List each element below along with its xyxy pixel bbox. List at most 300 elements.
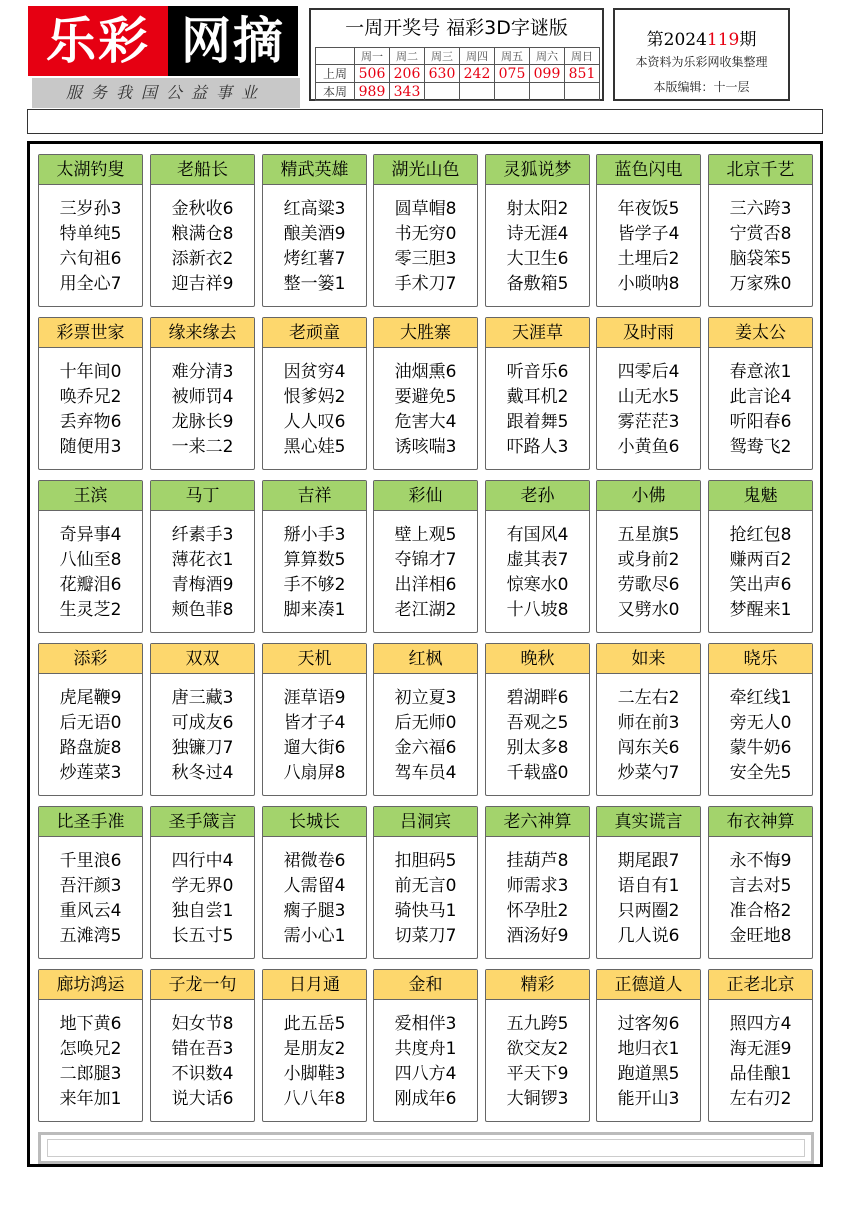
riddle-line: 炒莲菜3	[59, 763, 122, 783]
this-week-label: 本周	[316, 83, 355, 101]
riddle-line: 危害大4	[394, 412, 457, 432]
riddle-line: 或身前2	[617, 550, 680, 570]
riddle-line: 碧湖畔6	[506, 688, 569, 708]
riddle-line: 书无穷0	[394, 224, 457, 244]
riddle-line: 射太阳2	[506, 199, 569, 219]
riddle-line: 语自有1	[617, 876, 680, 896]
site-logo	[28, 6, 298, 102]
riddle-line: 唤乔兄2	[59, 387, 122, 407]
riddle-lines	[709, 674, 812, 786]
riddle-lines	[374, 185, 477, 297]
riddle-lines	[39, 185, 142, 297]
riddle-line: 千里浪6	[59, 851, 122, 871]
riddle-line: 有国风4	[506, 525, 569, 545]
draw-number: 075	[495, 65, 530, 83]
riddle-lines	[151, 185, 254, 297]
riddle-lines	[597, 674, 700, 786]
riddle-line: 皆学子4	[617, 224, 680, 244]
issue-suffix: 期	[739, 30, 757, 50]
riddle-line: 地下黄6	[59, 1014, 122, 1034]
riddle-line: 五星旗5	[617, 525, 680, 545]
riddle-line: 怎唤兄2	[59, 1039, 122, 1059]
riddle-author: 圣手箴言	[151, 807, 254, 837]
riddle-lines	[374, 348, 477, 460]
riddle-line: 酿美酒9	[283, 224, 346, 244]
riddle-lines	[39, 511, 142, 623]
riddle-line: 是朋友2	[283, 1039, 346, 1059]
riddle-line: 永不悔9	[729, 851, 792, 871]
draw-number	[460, 83, 495, 101]
riddle-line: 小黄鱼6	[617, 437, 680, 457]
riddle-line: 生灵芝2	[59, 600, 122, 620]
riddle-card	[150, 480, 255, 633]
notice-bar	[27, 109, 823, 134]
riddle-author: 比圣手准	[39, 807, 142, 837]
riddle-line: 随便用3	[59, 437, 122, 457]
riddle-author: 红枫	[374, 644, 477, 674]
riddle-card	[38, 643, 143, 796]
riddle-line: 虎尾鞭9	[59, 688, 122, 708]
riddle-line: 独自尝1	[171, 901, 234, 921]
riddle-author: 晓乐	[709, 644, 812, 674]
riddle-line: 骑快马1	[394, 901, 457, 921]
riddle-line: 人人叹6	[283, 412, 346, 432]
riddle-author: 姜太公	[709, 318, 812, 348]
riddle-card	[38, 317, 143, 470]
draw-days-row	[316, 48, 600, 65]
draw-number: 206	[390, 65, 425, 83]
riddle-line: 此言论4	[729, 387, 792, 407]
riddle-lines	[39, 348, 142, 460]
riddle-author: 湖光山色	[374, 155, 477, 185]
issue-prefix: 第2024	[646, 30, 707, 50]
draw-table	[315, 47, 600, 101]
draw-corner-cell	[316, 48, 355, 65]
riddle-line: 山无水5	[617, 387, 680, 407]
riddle-author: 小佛	[597, 481, 700, 511]
riddle-line: 难分清3	[171, 362, 234, 382]
riddle-line: 扣胆码5	[394, 851, 457, 871]
riddle-lines	[151, 1000, 254, 1112]
riddle-line: 宁赏否8	[729, 224, 792, 244]
riddle-line: 手不够2	[283, 575, 346, 595]
draw-number: 099	[530, 65, 565, 83]
riddle-line: 师在前3	[617, 713, 680, 733]
draw-number	[530, 83, 565, 101]
this-week-row	[316, 83, 600, 101]
riddle-line: 挂葫芦8	[506, 851, 569, 871]
riddle-row	[38, 806, 818, 969]
draw-number: 506	[355, 65, 390, 83]
riddle-line: 添新衣2	[171, 249, 234, 269]
riddle-author: 晚秋	[486, 644, 589, 674]
riddle-author: 如来	[597, 644, 700, 674]
riddle-line: 初立夏3	[394, 688, 457, 708]
day-label: 周五	[495, 48, 530, 65]
riddle-card	[150, 643, 255, 796]
riddle-author: 鬼魅	[709, 481, 812, 511]
bottom-bar	[38, 1132, 814, 1164]
riddle-line: 刚成年6	[394, 1089, 457, 1109]
riddle-line: 人需留4	[283, 876, 346, 896]
riddle-author: 正德道人	[597, 970, 700, 1000]
riddle-line: 十年间0	[59, 362, 122, 382]
riddle-line: 大铜锣3	[506, 1089, 569, 1109]
riddle-line: 只两圈2	[617, 901, 680, 921]
riddle-line: 抢红包8	[729, 525, 792, 545]
riddle-lines	[151, 837, 254, 949]
riddle-line: 又劈水0	[617, 600, 680, 620]
riddle-line: 三岁孙3	[59, 199, 122, 219]
riddle-lines	[39, 837, 142, 949]
riddle-lines	[486, 185, 589, 297]
riddle-author: 精彩	[486, 970, 589, 1000]
riddle-card	[485, 480, 590, 633]
riddle-lines	[597, 1000, 700, 1112]
riddle-line: 安全先5	[729, 763, 792, 783]
riddle-line: 备敷箱5	[506, 274, 569, 294]
riddle-line: 十八坡8	[506, 600, 569, 620]
riddle-line: 掰小手3	[283, 525, 346, 545]
riddle-lines	[263, 837, 366, 949]
riddle-lines	[709, 185, 812, 297]
riddle-card	[708, 154, 813, 307]
riddle-author: 天涯草	[486, 318, 589, 348]
riddle-card	[38, 154, 143, 307]
riddle-line: 千载盛0	[506, 763, 569, 783]
riddle-author: 老顽童	[263, 318, 366, 348]
riddle-author: 精武英雄	[263, 155, 366, 185]
day-label: 周四	[460, 48, 495, 65]
riddle-card	[485, 806, 590, 959]
riddle-line: 大卫生6	[506, 249, 569, 269]
riddle-card	[708, 969, 813, 1122]
last-week-row	[316, 65, 600, 83]
riddle-card	[485, 154, 590, 307]
riddle-line: 出洋相6	[394, 575, 457, 595]
riddle-line: 烤红薯7	[283, 249, 346, 269]
day-label: 周一	[355, 48, 390, 65]
riddle-line: 吾观之5	[506, 713, 569, 733]
riddle-author: 吉祥	[263, 481, 366, 511]
riddle-card	[373, 317, 478, 470]
riddle-line: 戴耳机2	[506, 387, 569, 407]
riddle-line: 不识数4	[171, 1064, 234, 1084]
source-note: 本资料为乐彩网收集整理	[635, 55, 768, 69]
riddle-line: 金六福6	[394, 738, 457, 758]
riddle-line: 跑道黑5	[617, 1064, 680, 1084]
riddle-card	[485, 317, 590, 470]
riddle-line: 路盘旋8	[59, 738, 122, 758]
riddle-line: 壁上观5	[394, 525, 457, 545]
riddle-author: 双双	[151, 644, 254, 674]
riddle-board	[27, 141, 823, 1167]
riddle-lines	[486, 674, 589, 786]
riddle-line: 二郎腿3	[59, 1064, 122, 1084]
riddle-line: 五滩湾5	[59, 926, 122, 946]
riddle-line: 平天下9	[506, 1064, 569, 1084]
weekly-draw-panel	[309, 8, 604, 101]
riddle-line: 丢弃物6	[59, 412, 122, 432]
riddle-line: 吓路人3	[506, 437, 569, 457]
riddle-line: 需小心1	[283, 926, 346, 946]
riddle-row	[38, 643, 818, 806]
riddle-author: 老六神算	[486, 807, 589, 837]
riddle-line: 欲交友2	[506, 1039, 569, 1059]
riddle-card	[262, 317, 367, 470]
riddle-line: 重风云4	[59, 901, 122, 921]
riddle-line: 后无师0	[394, 713, 457, 733]
riddle-line: 瘸子腿3	[283, 901, 346, 921]
riddle-lines	[486, 837, 589, 949]
riddle-line: 后无语0	[59, 713, 122, 733]
riddle-author: 金和	[374, 970, 477, 1000]
riddle-line: 炒菜勺7	[617, 763, 680, 783]
riddle-author: 及时雨	[597, 318, 700, 348]
riddle-line: 错在吾3	[171, 1039, 234, 1059]
logo-text-left: 乐彩	[28, 6, 168, 76]
riddle-line: 左右刃2	[729, 1089, 792, 1109]
riddle-row	[38, 317, 818, 480]
riddle-line: 怀孕肚2	[506, 901, 569, 921]
day-label: 周二	[390, 48, 425, 65]
last-week-label: 上周	[316, 65, 355, 83]
riddle-line: 小脚鞋3	[283, 1064, 346, 1084]
riddle-lines	[486, 511, 589, 623]
riddle-line: 龙脉长9	[171, 412, 234, 432]
riddle-line: 旁无人0	[729, 713, 792, 733]
riddle-row	[38, 480, 818, 643]
draw-number: 343	[390, 83, 425, 101]
riddle-card	[708, 643, 813, 796]
riddle-card	[150, 154, 255, 307]
riddle-author: 彩仙	[374, 481, 477, 511]
riddle-card	[485, 643, 590, 796]
riddle-line: 诗无涯4	[506, 224, 569, 244]
riddle-card	[596, 154, 701, 307]
riddle-author: 廊坊鸿运	[39, 970, 142, 1000]
riddle-line: 前无言0	[394, 876, 457, 896]
riddle-author: 蓝色闪电	[597, 155, 700, 185]
riddle-line: 八仙至8	[59, 550, 122, 570]
riddle-author: 子龙一句	[151, 970, 254, 1000]
riddle-card	[596, 806, 701, 959]
riddle-row	[38, 154, 818, 317]
riddle-line: 花瓣泪6	[59, 575, 122, 595]
logo-text-right: 网摘	[168, 6, 298, 76]
riddle-line: 虚其表7	[506, 550, 569, 570]
riddle-lines	[151, 348, 254, 460]
riddle-line: 被师罚4	[171, 387, 234, 407]
riddle-line: 二左右2	[617, 688, 680, 708]
riddle-card	[373, 806, 478, 959]
riddle-lines	[709, 348, 812, 460]
riddle-line: 颊色菲8	[171, 600, 234, 620]
riddle-line: 准合格2	[729, 901, 792, 921]
riddle-line: 四零后4	[617, 362, 680, 382]
riddle-lines	[374, 837, 477, 949]
riddle-line: 照四方4	[729, 1014, 792, 1034]
draw-number: 630	[425, 65, 460, 83]
riddle-lines	[263, 511, 366, 623]
riddle-line: 脑袋笨5	[729, 249, 792, 269]
slogan: 服务我国公益事业	[32, 78, 300, 108]
riddle-line: 六旬祖6	[59, 249, 122, 269]
riddle-lines	[597, 837, 700, 949]
riddle-line: 劳歌尽6	[617, 575, 680, 595]
riddle-card	[708, 806, 813, 959]
riddle-line: 梦醒来1	[729, 600, 792, 620]
riddle-line: 老江湖2	[394, 600, 457, 620]
riddle-line: 四八方4	[394, 1064, 457, 1084]
riddle-line: 土埋后2	[617, 249, 680, 269]
riddle-line: 惊寒水0	[506, 575, 569, 595]
riddle-card	[38, 480, 143, 633]
riddle-line: 期尾跟7	[617, 851, 680, 871]
riddle-lines	[263, 185, 366, 297]
issue-number	[615, 25, 788, 50]
riddle-card	[373, 643, 478, 796]
riddle-card	[485, 969, 590, 1122]
riddle-line: 过客匆6	[617, 1014, 680, 1034]
riddle-author: 老孙	[486, 481, 589, 511]
riddle-line: 切菜刀7	[394, 926, 457, 946]
riddle-lines	[263, 348, 366, 460]
draw-number	[565, 83, 600, 101]
riddle-line: 算算数5	[283, 550, 346, 570]
riddle-card	[373, 969, 478, 1122]
riddle-author: 正老北京	[709, 970, 812, 1000]
draw-title: 一周开奖号 福彩3D字谜版	[345, 17, 568, 39]
riddle-author: 添彩	[39, 644, 142, 674]
riddle-line: 五九跨5	[506, 1014, 569, 1034]
riddle-card	[262, 154, 367, 307]
riddle-author: 吕洞宾	[374, 807, 477, 837]
riddle-line: 几人说6	[617, 926, 680, 946]
riddle-card	[596, 317, 701, 470]
riddle-lines	[709, 1000, 812, 1112]
riddle-line: 诱咳喘3	[394, 437, 457, 457]
riddle-line: 共度舟1	[394, 1039, 457, 1059]
riddle-line: 可成友6	[171, 713, 234, 733]
riddle-line: 说大话6	[171, 1089, 234, 1109]
riddle-line: 万家殊0	[729, 274, 792, 294]
riddle-line: 纤素手3	[171, 525, 234, 545]
riddle-author: 日月通	[263, 970, 366, 1000]
riddle-lines	[597, 185, 700, 297]
riddle-line: 别太多8	[506, 738, 569, 758]
riddle-line: 酒汤好9	[506, 926, 569, 946]
riddle-line: 四行中4	[171, 851, 234, 871]
riddle-line: 手术刀7	[394, 274, 457, 294]
riddle-line: 特单纯5	[59, 224, 122, 244]
draw-number: 989	[355, 83, 390, 101]
riddle-line: 八扇屏8	[283, 763, 346, 783]
riddle-line: 脚来凑1	[283, 600, 346, 620]
draw-number	[495, 83, 530, 101]
riddle-line: 此五岳5	[283, 1014, 346, 1034]
riddle-line: 夺锦才7	[394, 550, 457, 570]
riddle-author: 老船长	[151, 155, 254, 185]
riddle-line: 小唢呐8	[617, 274, 680, 294]
riddle-author: 马丁	[151, 481, 254, 511]
day-label: 周日	[565, 48, 600, 65]
riddle-card	[262, 806, 367, 959]
riddle-line: 八八年8	[283, 1089, 346, 1109]
day-label: 周六	[530, 48, 565, 65]
riddle-line: 海无涯9	[729, 1039, 792, 1059]
riddle-line: 听阳春6	[729, 412, 792, 432]
editor-note: 本版编辑：十一层	[653, 80, 750, 94]
riddle-author: 灵狐说梦	[486, 155, 589, 185]
riddle-line: 零三胆3	[394, 249, 457, 269]
riddle-line: 遛大街6	[283, 738, 346, 758]
riddle-author: 大胜寨	[374, 318, 477, 348]
riddle-lines	[709, 837, 812, 949]
riddle-line: 跟着舞5	[506, 412, 569, 432]
riddle-line: 奇异事4	[59, 525, 122, 545]
bottom-bar-inner	[47, 1139, 805, 1157]
riddle-line: 要避免5	[394, 387, 457, 407]
riddle-line: 迎吉祥9	[171, 274, 234, 294]
riddle-author: 真实谎言	[597, 807, 700, 837]
riddle-line: 能开山3	[617, 1089, 680, 1109]
riddle-card	[38, 806, 143, 959]
riddle-line: 学无界0	[171, 876, 234, 896]
riddle-line: 秋冬过4	[171, 763, 234, 783]
riddle-card	[373, 480, 478, 633]
riddle-lines	[39, 674, 142, 786]
riddle-card	[38, 969, 143, 1122]
riddle-card	[373, 154, 478, 307]
riddle-line: 春意浓1	[729, 362, 792, 382]
riddle-line: 吾汗颜3	[59, 876, 122, 896]
riddle-line: 年夜饭5	[617, 199, 680, 219]
riddle-line: 鸳鸯飞2	[729, 437, 792, 457]
riddle-line: 独镰刀7	[171, 738, 234, 758]
riddle-line: 涯草语9	[283, 688, 346, 708]
riddle-card	[708, 480, 813, 633]
riddle-line: 雾茫茫3	[617, 412, 680, 432]
riddle-card	[150, 806, 255, 959]
riddle-lines	[374, 1000, 477, 1112]
riddle-lines	[151, 511, 254, 623]
riddle-line: 皆才子4	[283, 713, 346, 733]
riddle-card	[708, 317, 813, 470]
riddle-line: 金秋收6	[171, 199, 234, 219]
riddle-line: 恨爹妈2	[283, 387, 346, 407]
riddle-line: 整一篓1	[283, 274, 346, 294]
riddle-line: 品佳酿1	[729, 1064, 792, 1084]
riddle-line: 蒙牛奶6	[729, 738, 792, 758]
riddle-lines	[486, 348, 589, 460]
riddle-line: 一来二2	[171, 437, 234, 457]
riddle-lines	[374, 674, 477, 786]
riddle-line: 三六跨3	[729, 199, 792, 219]
issue-info-panel	[613, 8, 790, 101]
riddle-line: 闯东关6	[617, 738, 680, 758]
riddle-lines	[151, 674, 254, 786]
riddle-line: 黑心娃5	[283, 437, 346, 457]
riddle-author: 北京千艺	[709, 155, 812, 185]
riddle-line: 地归衣1	[617, 1039, 680, 1059]
riddle-line: 来年加1	[59, 1089, 122, 1109]
riddle-line: 赚两百2	[729, 550, 792, 570]
riddle-line: 用全心7	[59, 274, 122, 294]
riddle-card	[262, 480, 367, 633]
riddle-author: 缘来缘去	[151, 318, 254, 348]
riddle-card	[150, 969, 255, 1122]
